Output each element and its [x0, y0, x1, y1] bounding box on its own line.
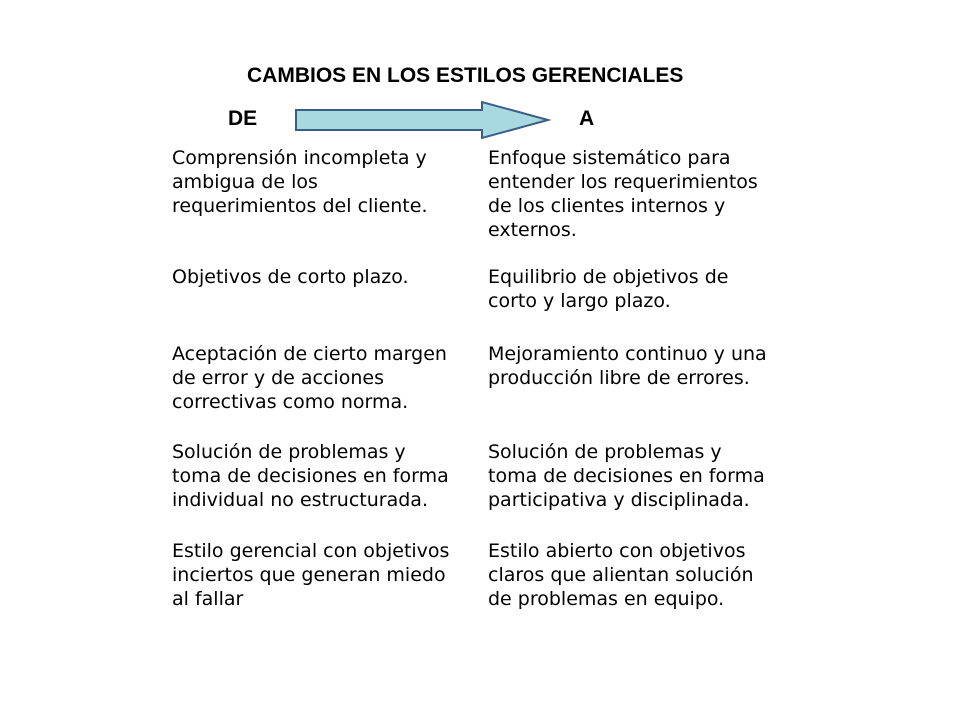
right-arrow-icon	[292, 100, 552, 140]
to-item-5: Estilo abierto con objetivos claros que alientan solución de problemas en equipo.	[488, 540, 754, 610]
from-item-3: Aceptación de cierto margen de error y de acciones correctivas como norma.	[172, 343, 447, 413]
page-title: CAMBIOS EN LOS ESTILOS GERENCIALES	[247, 64, 684, 87]
from-item-2: Objetivos de corto plazo.	[172, 266, 409, 288]
to-label: A	[579, 107, 595, 130]
from-item-5: Estilo gerencial con objetivos inciertos que generan miedo al fallar	[172, 540, 450, 610]
to-item-4: Solución de problemas y toma de decisiones en forma participativa y disciplinada.	[488, 441, 765, 511]
from-item-4: Solución de problemas y toma de decisiones en forma individual no estructurada.	[172, 441, 449, 511]
arrow-shape	[296, 102, 548, 138]
to-item-3: Mejoramiento continuo y una producción libre de errores.	[488, 343, 767, 389]
from-label: DE	[228, 107, 258, 130]
to-item-1: Enfoque sistemático para entender los requerimientos de los clientes internos y externos.	[488, 147, 758, 241]
to-item-2: Equilibrio de objetivos de corto y largo plazo.	[488, 266, 729, 312]
from-item-1: Comprensión incompleta y ambigua de los requerimientos del cliente.	[172, 147, 428, 217]
